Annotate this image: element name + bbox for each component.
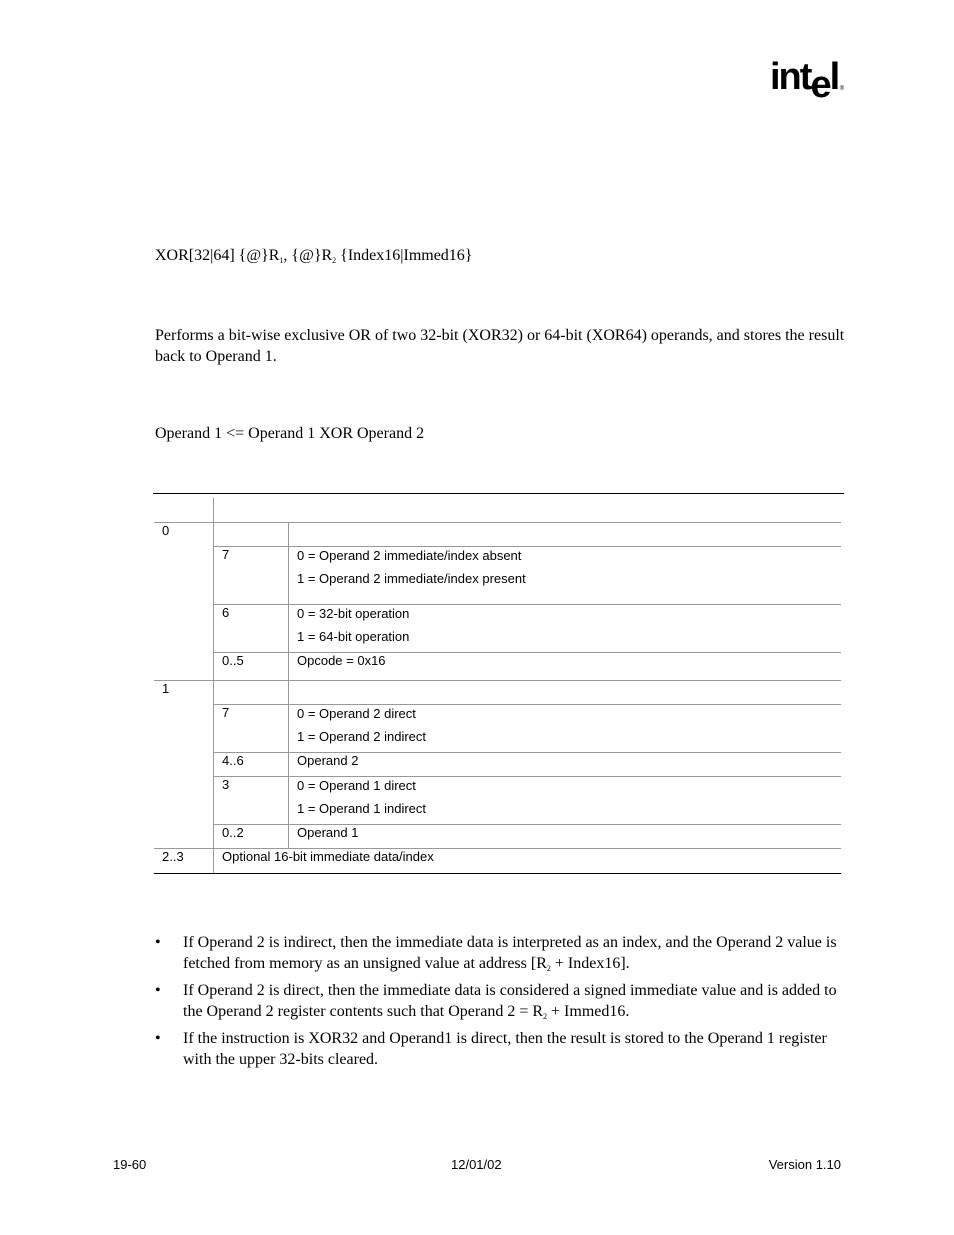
bit-cell: 0..2 [214,824,289,848]
desc-cell [289,680,842,704]
desc-line: 0 = 32-bit operation [297,605,410,621]
bullet-text: If Operand 2 is indirect, then the immediate data is interpreted as an index, and the Operand 2 value is fetched from memory as an unsigned value at address [R [183,934,837,972]
footer-page-number: 19-60 [113,1157,147,1172]
bullet-text: If Operand 2 is direct, then the immediate data is considered a signed immediate value and is added to the Operand 2 register contents such that Operand 2 = R [183,982,837,1020]
bit-cell: 4..6 [214,752,289,776]
syntax-mid: , {@}R [283,247,333,264]
table-row [154,604,841,652]
desc-line: 0 = Operand 1 direct [297,777,416,793]
desc-cell: Operand 1 [289,824,842,848]
byte-cell: 2..3 [154,848,214,873]
desc-line: 1 = Operand 2 indirect [297,728,426,744]
desc-line: 0 = Operand 2 immediate/index absent [297,547,522,563]
bit-cell: 3 [214,776,289,824]
table-row [154,680,841,704]
desc-line: 0 = Operand 2 direct [297,705,416,721]
operation-text: Operand 1 <= Operand 1 XOR Operand 2 [155,425,425,442]
footer-date: 12/01/02 [451,1157,502,1172]
bullet-dot: • [155,982,161,999]
behavior-notes-list [155,932,845,1071]
bullet-dot: • [155,1030,161,1047]
desc-cell [289,546,842,604]
table-row [154,752,841,776]
desc-cell: Operand 2 [289,752,842,776]
bullet-text: If the instruction is XOR32 and Operand1 is direct, then the result is stored to the Operand 1 register with the upper 32-bits cleared. [183,1030,827,1068]
list-item [155,1028,845,1070]
desc-cell [289,776,842,824]
bit-cell [214,522,289,546]
instruction-description: Performs a bit-wise exclusive OR of two 32-bit (XOR32) or 64-bit (XOR64) operands, and stores the result back to Operand 1. [155,327,845,365]
table-header-row [154,498,841,522]
list-item [155,932,845,979]
header-cell-byte [154,498,214,522]
table-row [154,776,841,824]
bit-cell: 7 [214,546,289,604]
bit-cell: 7 [214,704,289,752]
bit-cell: 0..5 [214,652,289,680]
logo-text-e: e [810,64,830,106]
logo-registered-mark: ® [839,86,845,92]
bit-cell: 6 [214,604,289,652]
bullet-text: + Index16]. [550,955,630,972]
table-row [154,848,841,873]
bullet-sub: 2 [546,964,551,973]
footer-version: Version 1.10 [768,1157,841,1172]
desc-line: 1 = 64-bit operation [297,628,410,644]
syntax-sub1: 1 [279,256,284,265]
table-row [154,546,841,604]
syntax-suffix: {Index16|Immed16} [336,247,473,264]
desc-line: 1 = Operand 1 indirect [297,800,426,816]
desc-line: 1 = Operand 2 immediate/index present [297,570,526,586]
bullet-text: + Immed16. [547,1003,630,1020]
table-row [154,824,841,848]
encoding-table [154,498,841,874]
bit-cell [214,680,289,704]
list-item [155,980,845,1027]
table-row [154,522,841,546]
logo-text-l: l [829,56,839,98]
desc-cell [289,704,842,752]
syntax-prefix: XOR[32|64] {@}R [155,247,280,264]
byte-cell: 1 [154,680,214,704]
bullet-sub: 2 [543,1012,548,1021]
desc-cell [289,522,842,546]
desc-cell [289,604,842,652]
header-cell-description [214,498,842,522]
logo-text-int: int [770,56,811,98]
table-top-rule [153,493,844,494]
bullet-dot: • [155,934,161,951]
syntax-sub2: 2 [332,256,337,265]
desc-cell: Optional 16-bit immediate data/index [214,848,842,873]
desc-cell: Opcode = 0x16 [289,652,842,680]
instruction-syntax [155,247,472,265]
table-row [154,652,841,680]
intel-logo [770,56,845,106]
table-row [154,704,841,752]
byte-cell: 0 [154,522,214,546]
